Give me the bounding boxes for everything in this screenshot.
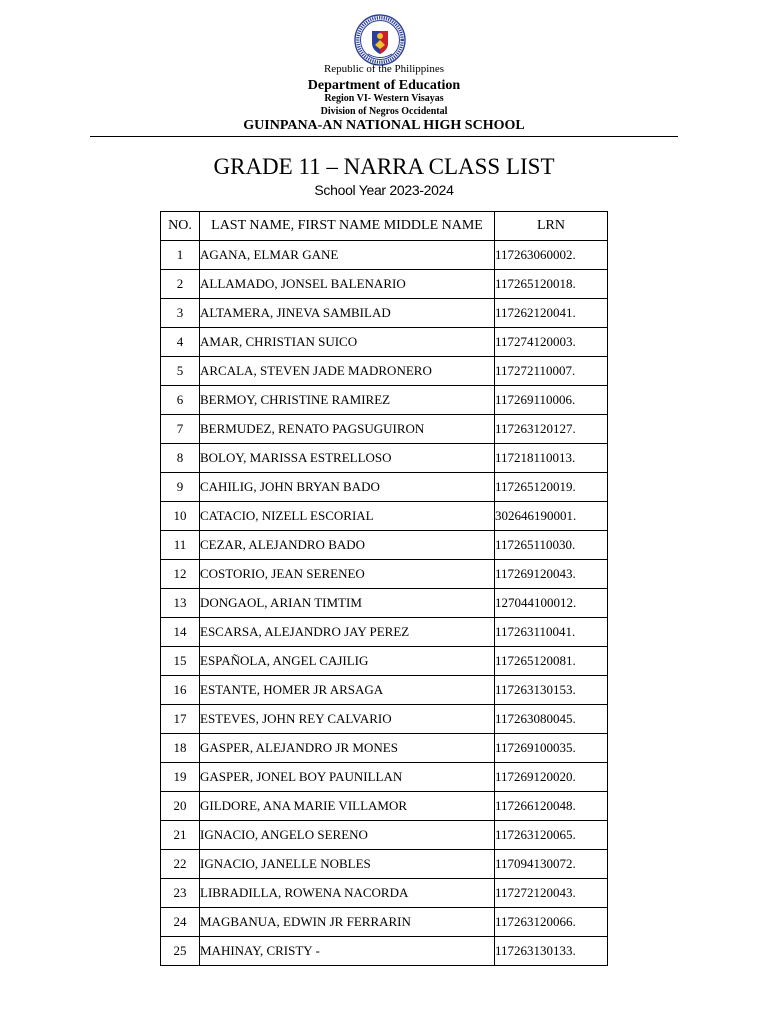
table-row xyxy=(161,821,608,850)
row-number-cell: 16 xyxy=(161,676,200,705)
row-number-cell: 13 xyxy=(161,589,200,618)
lrn-cell: 117263130133. xyxy=(495,937,608,966)
row-number-cell: 20 xyxy=(161,792,200,821)
table-row xyxy=(161,328,608,357)
student-name-cell: GILDORE, ANA MARIE VILLAMOR xyxy=(200,792,495,821)
student-name-cell: BOLOY, MARISSA ESTRELLOSO xyxy=(200,444,495,473)
page-title: GRADE 11 – NARRA CLASS LIST xyxy=(213,154,555,179)
column-header-no: NO. xyxy=(161,212,200,241)
lrn-cell: 117265110030. xyxy=(495,531,608,560)
table-row xyxy=(161,676,608,705)
student-name-cell: BERMOY, CHRISTINE RAMIREZ xyxy=(200,386,495,415)
lrn-cell: 117272120043. xyxy=(495,879,608,908)
student-name-cell: ESPAÑOLA, ANGEL CAJILIG xyxy=(200,647,495,676)
table-row xyxy=(161,763,608,792)
table-row xyxy=(161,241,608,270)
student-name-cell: CATACIO, NIZELL ESCORIAL xyxy=(200,502,495,531)
student-name-cell: ESTANTE, HOMER JR ARSAGA xyxy=(200,676,495,705)
row-number-cell: 6 xyxy=(161,386,200,415)
table-row xyxy=(161,560,608,589)
lrn-cell: 117263120066. xyxy=(495,908,608,937)
row-number-cell: 22 xyxy=(161,850,200,879)
lrn-cell: 117263080045. xyxy=(495,705,608,734)
row-number-cell: 4 xyxy=(161,328,200,357)
table-row xyxy=(161,386,608,415)
student-name-cell: LIBRADILLA, ROWENA NACORDA xyxy=(200,879,495,908)
table-row xyxy=(161,444,608,473)
class-list-table xyxy=(160,211,608,966)
division-line: Division of Negros Occidental xyxy=(320,106,448,117)
table-row xyxy=(161,270,608,299)
student-name-cell: ESTEVES, JOHN REY CALVARIO xyxy=(200,705,495,734)
row-number-cell: 24 xyxy=(161,908,200,937)
student-name-cell: COSTORIO, JEAN SERENEO xyxy=(200,560,495,589)
row-number-cell: 10 xyxy=(161,502,200,531)
table-row xyxy=(161,589,608,618)
lrn-cell: 117262120041. xyxy=(495,299,608,328)
table-row xyxy=(161,618,608,647)
lrn-cell: 117269120020. xyxy=(495,763,608,792)
student-name-cell: IGNACIO, JANELLE NOBLES xyxy=(200,850,495,879)
column-header-lrn: LRN xyxy=(495,212,608,241)
table-row xyxy=(161,850,608,879)
column-header-name: LAST NAME, FIRST NAME MIDDLE NAME xyxy=(200,212,495,241)
table-row xyxy=(161,299,608,328)
lrn-cell: 117263120127. xyxy=(495,415,608,444)
student-name-cell: ARCALA, STEVEN JADE MADRONERO xyxy=(200,357,495,386)
lrn-cell: 117269100035. xyxy=(495,734,608,763)
row-number-cell: 1 xyxy=(161,241,200,270)
row-number-cell: 14 xyxy=(161,618,200,647)
table-row xyxy=(161,531,608,560)
lrn-cell: 117218110013. xyxy=(495,444,608,473)
row-number-cell: 3 xyxy=(161,299,200,328)
student-name-cell: ESCARSA, ALEJANDRO JAY PEREZ xyxy=(200,618,495,647)
lrn-cell: 117094130072. xyxy=(495,850,608,879)
student-name-cell: GASPER, ALEJANDRO JR MONES xyxy=(200,734,495,763)
student-name-cell: ALTAMERA, JINEVA SAMBILAD xyxy=(200,299,495,328)
student-name-cell: AGANA, ELMAR GANE xyxy=(200,241,495,270)
row-number-cell: 9 xyxy=(161,473,200,502)
row-number-cell: 8 xyxy=(161,444,200,473)
lrn-cell: 117263120065. xyxy=(495,821,608,850)
lrn-cell: 117263110041. xyxy=(495,618,608,647)
table-row xyxy=(161,357,608,386)
row-number-cell: 21 xyxy=(161,821,200,850)
table-row xyxy=(161,908,608,937)
student-name-cell: CEZAR, ALEJANDRO BADO xyxy=(200,531,495,560)
row-number-cell: 11 xyxy=(161,531,200,560)
table-header-row xyxy=(161,212,608,241)
lrn-cell: 117269110006. xyxy=(495,386,608,415)
student-name-cell: GASPER, JONEL BOY PAUNILLAN xyxy=(200,763,495,792)
table-row xyxy=(161,415,608,444)
student-name-cell: BERMUDEZ, RENATO PAGSUGUIRON xyxy=(200,415,495,444)
table-row xyxy=(161,647,608,676)
table-row xyxy=(161,879,608,908)
student-name-cell: IGNACIO, ANGELO SERENO xyxy=(200,821,495,850)
student-name-cell: AMAR, CHRISTIAN SUICO xyxy=(200,328,495,357)
row-number-cell: 2 xyxy=(161,270,200,299)
school-name: GUINPANA-AN NATIONAL HIGH SCHOOL xyxy=(243,118,525,133)
row-number-cell: 12 xyxy=(161,560,200,589)
row-number-cell: 18 xyxy=(161,734,200,763)
table-row xyxy=(161,937,608,966)
row-number-cell: 15 xyxy=(161,647,200,676)
lrn-cell: 117263060002. xyxy=(495,241,608,270)
table-row xyxy=(161,473,608,502)
republic-line: Republic of the Philippines xyxy=(323,63,445,75)
department-name: Department of Education xyxy=(307,78,461,93)
table-row xyxy=(161,502,608,531)
header-divider xyxy=(90,136,678,137)
lrn-cell: 127044100012. xyxy=(495,589,608,618)
region-line: Region VI- Western Visayas xyxy=(324,93,444,104)
school-year: School Year 2023-2024 xyxy=(314,182,454,198)
lrn-cell: 302646190001. xyxy=(495,502,608,531)
row-number-cell: 23 xyxy=(161,879,200,908)
student-name-cell: MAHINAY, CRISTY - xyxy=(200,937,495,966)
row-number-cell: 19 xyxy=(161,763,200,792)
lrn-cell: 117269120043. xyxy=(495,560,608,589)
lrn-cell: 117265120018. xyxy=(495,270,608,299)
lrn-cell: 117272110007. xyxy=(495,357,608,386)
lrn-cell: 117263130153. xyxy=(495,676,608,705)
row-number-cell: 25 xyxy=(161,937,200,966)
lrn-cell: 117265120081. xyxy=(495,647,608,676)
lrn-cell: 117266120048. xyxy=(495,792,608,821)
row-number-cell: 17 xyxy=(161,705,200,734)
lrn-cell: 117265120019. xyxy=(495,473,608,502)
row-number-cell: 5 xyxy=(161,357,200,386)
table-row xyxy=(161,705,608,734)
student-name-cell: ALLAMADO, JONSEL BALENARIO xyxy=(200,270,495,299)
student-name-cell: DONGAOL, ARIAN TIMTIM xyxy=(200,589,495,618)
table-row xyxy=(161,792,608,821)
deped-seal-logo xyxy=(354,14,406,66)
table-row xyxy=(161,734,608,763)
student-name-cell: CAHILIG, JOHN BRYAN BADO xyxy=(200,473,495,502)
row-number-cell: 7 xyxy=(161,415,200,444)
student-name-cell: MAGBANUA, EDWIN JR FERRARIN xyxy=(200,908,495,937)
lrn-cell: 117274120003. xyxy=(495,328,608,357)
